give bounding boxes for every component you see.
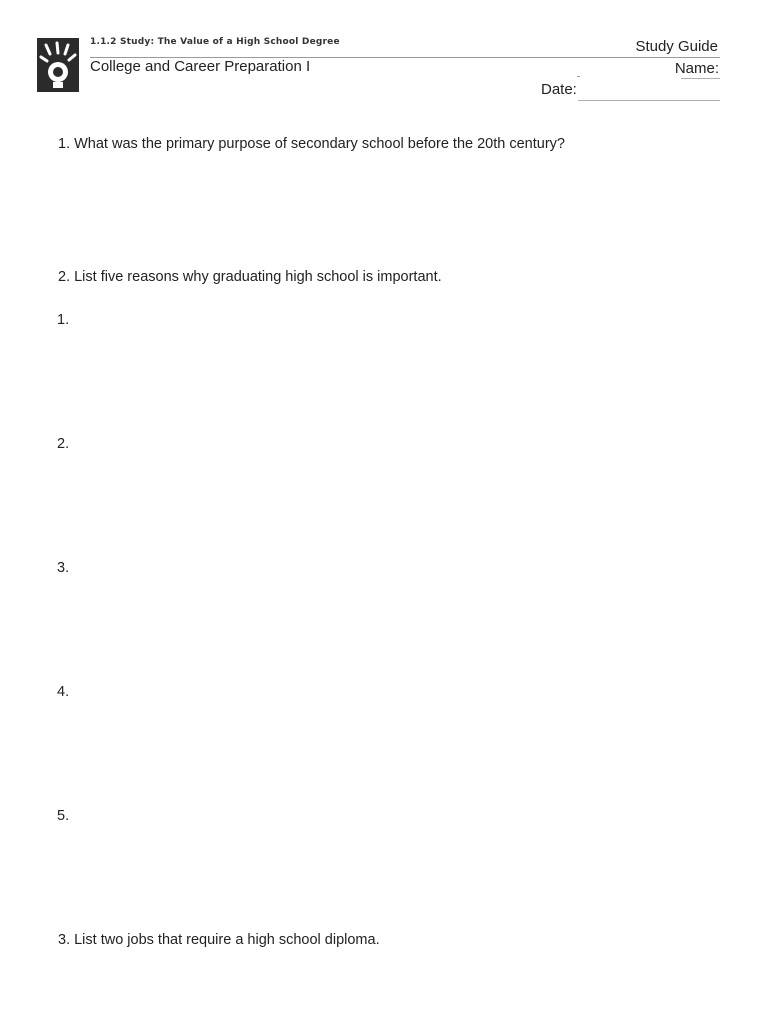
mark-divider [577, 76, 580, 77]
document-type: Study Guide [635, 38, 718, 55]
answer-number-2: 2. [57, 436, 70, 452]
name-field-line[interactable] [681, 78, 720, 79]
name-label: Name: [674, 60, 719, 77]
answer-number-4: 4. [57, 684, 70, 700]
course-title: College and Career Preparation I [90, 58, 311, 75]
answer-number-1: 1. [57, 312, 70, 328]
answer-number-3: 3. [57, 560, 70, 576]
question-2: 2. List five reasons why graduating high school is important. [58, 269, 442, 285]
date-field-line[interactable] [578, 100, 720, 101]
logo-icon [37, 38, 79, 92]
question-3: 3. List two jobs that require a high school diploma. [58, 932, 380, 948]
lesson-title: 1.1.2 Study: The Value of a High School Degree [90, 37, 340, 47]
date-label: Date: [541, 81, 577, 98]
answer-number-5: 5. [57, 808, 70, 824]
question-1: 1. What was the primary purpose of secondary school before the 20th century? [58, 136, 565, 152]
